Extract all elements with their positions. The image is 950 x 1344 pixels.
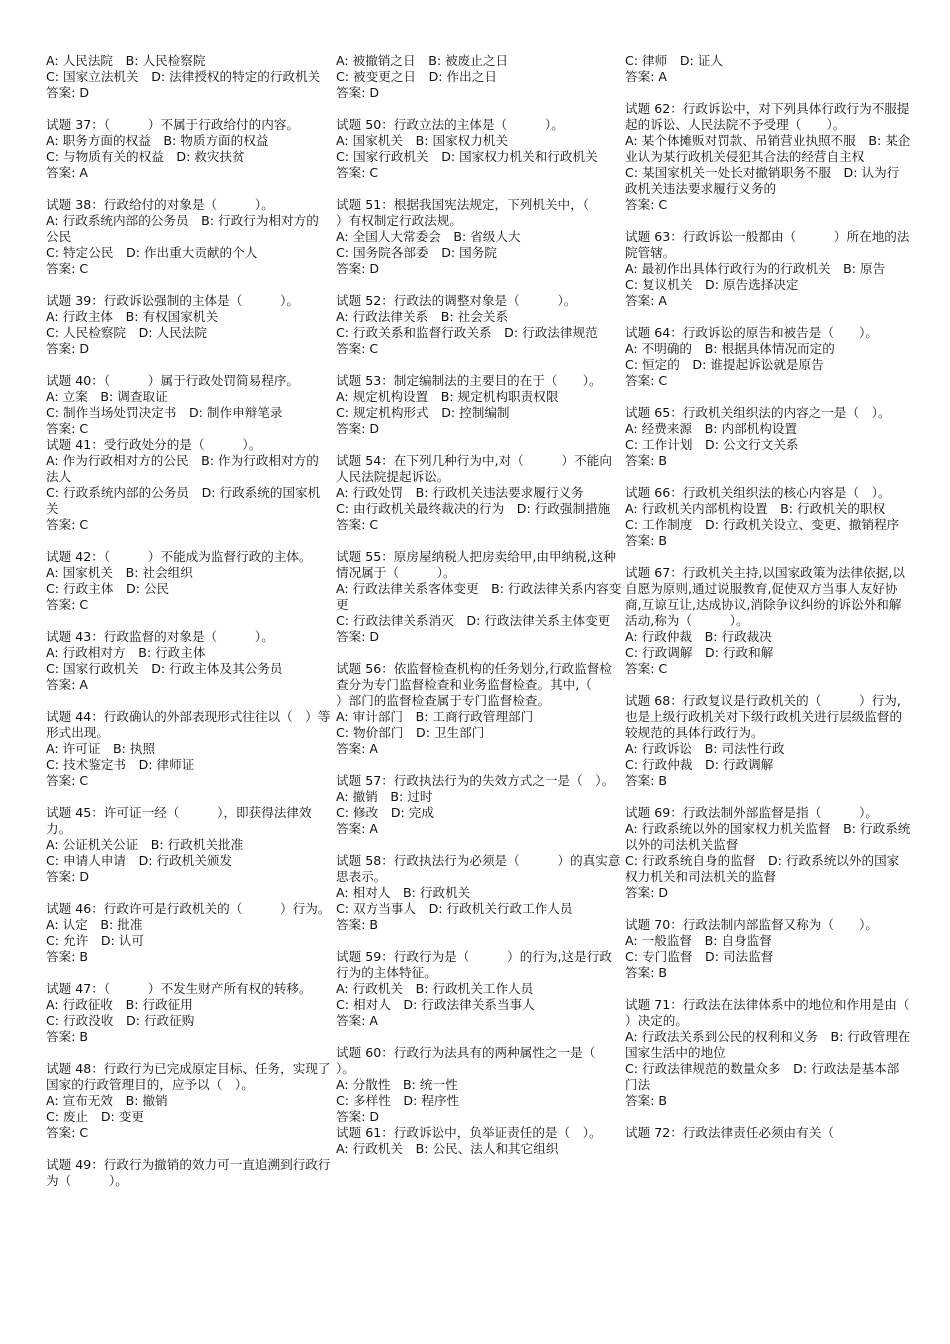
question-block: 试题 72：行政法律责任必须由有关（: [625, 1125, 834, 1140]
column-left: [46, 53, 331, 1189]
question-block: 试题 69：行政法制外部监督是指（ ）。 A: 行政系统以外的国家权力机关监督 B: 行政系统以外的司法机关监督 C: 行政系统自身的监督 D: 行政系统以外的国家权力机关和司法机关的监督 答案: D: [625, 805, 911, 900]
question-block: 试题 42：（ ）不能成为监督行政的主体。 A: 国家机关 B: 社会组织 C: 行政主体 D: 公民 答案: C: [46, 549, 312, 612]
question-block: 试题 50：行政立法的主体是（ ）。 A: 国家机关 B: 国家权力机关 C: 国家行政机关 D: 国家权力机关和行政机关 答案: C: [336, 117, 598, 180]
question-block: 试题 53：制定编制法的主要目的在于（ ）。 A: 规定机构设置 B: 规定机构职责权限 C: 规定机构形式 D: 控制编制 答案: D: [336, 373, 602, 436]
question-block: 试题 52：行政法的调整对象是（ ）。 A: 行政法律关系 B: 社会关系 C: 行政关系和监督行政关系 D: 行政法律规范 答案: C: [336, 293, 598, 356]
question-block: 试题 54：在下列几种行为中,对（ ）不能向人民法院提起诉讼。 A: 行政处罚 B: 行政机关违法要求履行义务 C: 由行政机关最终裁决的行为 D: 行政强制措施 答案: C: [336, 453, 612, 532]
question-block: 试题 40：（ ）属于行政处罚简易程序。 A: 立案 B: 调查取证 C: 制作当场处罚决定书 D: 制作申辩笔录 答案: C 试题 41：受行政处分的是（ ）。 A: 作为行政相对方的公民 B: 作为行政相对方的法人 C: 行政系统内部的公务员 D: 行政系统的国家机关 答案: C: [46, 373, 321, 532]
question-block: 试题 37：（ ）不属于行政给付的内容。 A: 职务方面的权益 B: 物质方面的权益 C: 与物质有关的权益 D: 救灾扶贫 答案: A: [46, 117, 300, 180]
question-block: 试题 46：行政许可是行政机关的（ ）行为。 A: 认定 B: 批准 C: 允许 D: 认可 答案: B: [46, 901, 331, 964]
question-block: A: 被撤销之日 B: 被废止之日 C: 被变更之日 D: 作出之日 答案: D: [336, 53, 509, 100]
question-block: 试题 66：行政机关组织法的核心内容是（ ）。 A: 行政机关内部机构设置 B: 行政机关的职权 C: 工作制度 D: 行政机关设立、变更、撤销程序 答案: B: [625, 485, 900, 548]
question-block: 试题 58：行政执法行为必须是（ ）的真实意思表示。 A: 相对人 B: 行政机关 C: 双方当事人 D: 行政机关行政工作人员 答案: B: [336, 853, 621, 932]
question-block: 试题 57：行政执法行为的失效方式之一是（ ）。 A: 撤销 B: 过时 C: 修改 D: 完成 答案: A: [336, 773, 615, 836]
question-block: 试题 63：行政诉讼一般都由（ ）所在地的法院管辖。 A: 最初作出具体行政行为的行政机关 B: 原告 C: 复议机关 D: 原告选择决定 答案: A: [625, 229, 910, 308]
question-block: 试题 59：行政行为是（ ）的行为,这是行政行为的主体特征。 A: 行政机关 B: 行政机关工作人员 C: 相对人 D: 行政法律关系当事人 答案: A: [336, 949, 612, 1028]
question-block: 试题 70：行政法制内部监督又称为（ ）。 A: 一般监督 B: 自身监督 C: 专门监督 D: 司法监督 答案: B: [625, 917, 879, 980]
question-block: 试题 49：行政行为撤销的效力可一直追溯到行政行为（ ）。: [46, 1157, 331, 1188]
question-block: 试题 43：行政监督的对象是（ ）。 A: 行政相对方 B: 行政主体 C: 国家行政机关 D: 行政主体及其公务员 答案: A: [46, 629, 283, 692]
question-block: 试题 38：行政给付的对象是（ ）。 A: 行政系统内部的公务员 B: 行政行为相对方的公民 C: 特定公民 D: 作出重大贡献的个人 答案: C: [46, 197, 319, 276]
question-block: 试题 51：根据我国宪法规定，下列机关中，（ ）有权制定行政法规。 A: 全国人大常委会 B: 省级人大 C: 国务院各部委 D: 国务院 答案: D: [336, 197, 590, 276]
question-block: 试题 68：行政复议是行政机关的（ ）行为,也是上级行政机关对下级行政机关进行层级监督的较规范的具体行政行为。 A: 行政诉讼 B: 司法性行政 C: 行政仲裁 D: 行政调解 答案: B: [625, 693, 903, 788]
column-right: [625, 53, 911, 1141]
question-block: 试题 45：许可证一经（ ），即获得法律效力。 A: 公证机关公证 B: 行政机关批准 C: 申请人申请 D: 行政机关颁发 答案: D: [46, 805, 312, 884]
question-block: C: 律师 D: 证人 答案: A: [625, 53, 723, 84]
question-block: 试题 65：行政机关组织法的内容之一是（ ）。 A: 经费来源 B: 内部机构设置 C: 工作计划 D: 公文行文关系 答案: B: [625, 405, 891, 468]
column-middle: [336, 53, 622, 1157]
question-block: 试题 55：原房屋纳税人把房卖给甲,由甲纳税,这种情况属于（ ）。 A: 行政法律关系客体变更 B: 行政法律关系内容变更 C: 行政法律关系消灭 D: 行政法律关系主体变更 答案: D: [336, 549, 622, 644]
question-block: 试题 39：行政诉讼强制的主体是（ ）。 A: 行政主体 B: 有权国家机关 C: 人民检察院 D: 人民法院 答案: D: [46, 293, 300, 356]
question-block: 试题 62：行政诉讼中，对下列具体行政行为不服提起的诉讼、人民法院不予受理（ ）。 A: 某个体摊贩对罚款、吊销营业执照不服 B: 某企业认为某行政机关侵犯其合法的经营自主权 C: 某国家机关一处长对撤销职务不服 D: 认为行政机关违法要求履行义务的 答案: C: [625, 101, 911, 212]
question-block: 试题 71：行政法在法律体系中的地位和作用是由（ ）决定的。 A: 行政法关系到公民的权利和义务 B: 行政管理在国家生活中的地位 C: 行政法律规范的数量众多 D: 行政法是基本部门法 答案: B: [625, 997, 911, 1108]
question-block: 试题 60：行政行为法具有的两种属性之一是（ ）。 A: 分散性 B: 统一性 C: 多样性 D: 程序性 答案: D 试题 61：行政诉讼中，负举证责任的是（ ）。 A: 行政机关 B: 公民、法人和其它组织: [336, 1045, 602, 1156]
question-block: 试题 44：行政确认的外部表现形式往往以（ ）等形式出现。 A: 许可证 B: 执照 C: 技术鉴定书 D: 律师证 答案: C: [46, 709, 331, 788]
question-block: 试题 67：行政机关主持,以国家政策为法律依据,以自愿为原则,通过说服教育,促使双方当事人友好协商,互谅互让,达成协议,消除争议纠纷的诉讼外和解活动,称为（ ）。 A: 行政仲裁 B: 行政裁决 C: 行政调解 D: 行政和解 答案: C: [625, 565, 905, 676]
question-block: 试题 47：（ ）不发生财产所有权的转移。 A: 行政征收 B: 行政征用 C: 行政没收 D: 行政征购 答案: B: [46, 981, 312, 1044]
question-block: 试题 48：行政行为已完成原定目标、任务，实现了国家的行政管理目的，应予以（ ）。 A: 宣布无效 B: 撤销 C: 废止 D: 变更 答案: C: [46, 1061, 331, 1140]
question-block: 试题 56：依监督检查机构的任务划分,行政监督检查分为专门监督检查和业务监督检查。其中,（ ）部门的监督检查属于专门监督检查。 A: 审计部门 B: 工商行政管理部门 C: 物价部门 D: 卫生部门 答案: A: [336, 661, 612, 756]
question-block: 试题 64：行政诉讼的原告和被告是（ ）。 A: 不明确的 B: 根据具体情况而定的 C: 恒定的 D: 谁提起诉讼就是原告 答案: C: [625, 325, 879, 388]
question-block: A: 人民法院 B: 人民检察院 C: 国家立法机关 D: 法律授权的特定的行政机关 答案: D: [46, 53, 321, 100]
